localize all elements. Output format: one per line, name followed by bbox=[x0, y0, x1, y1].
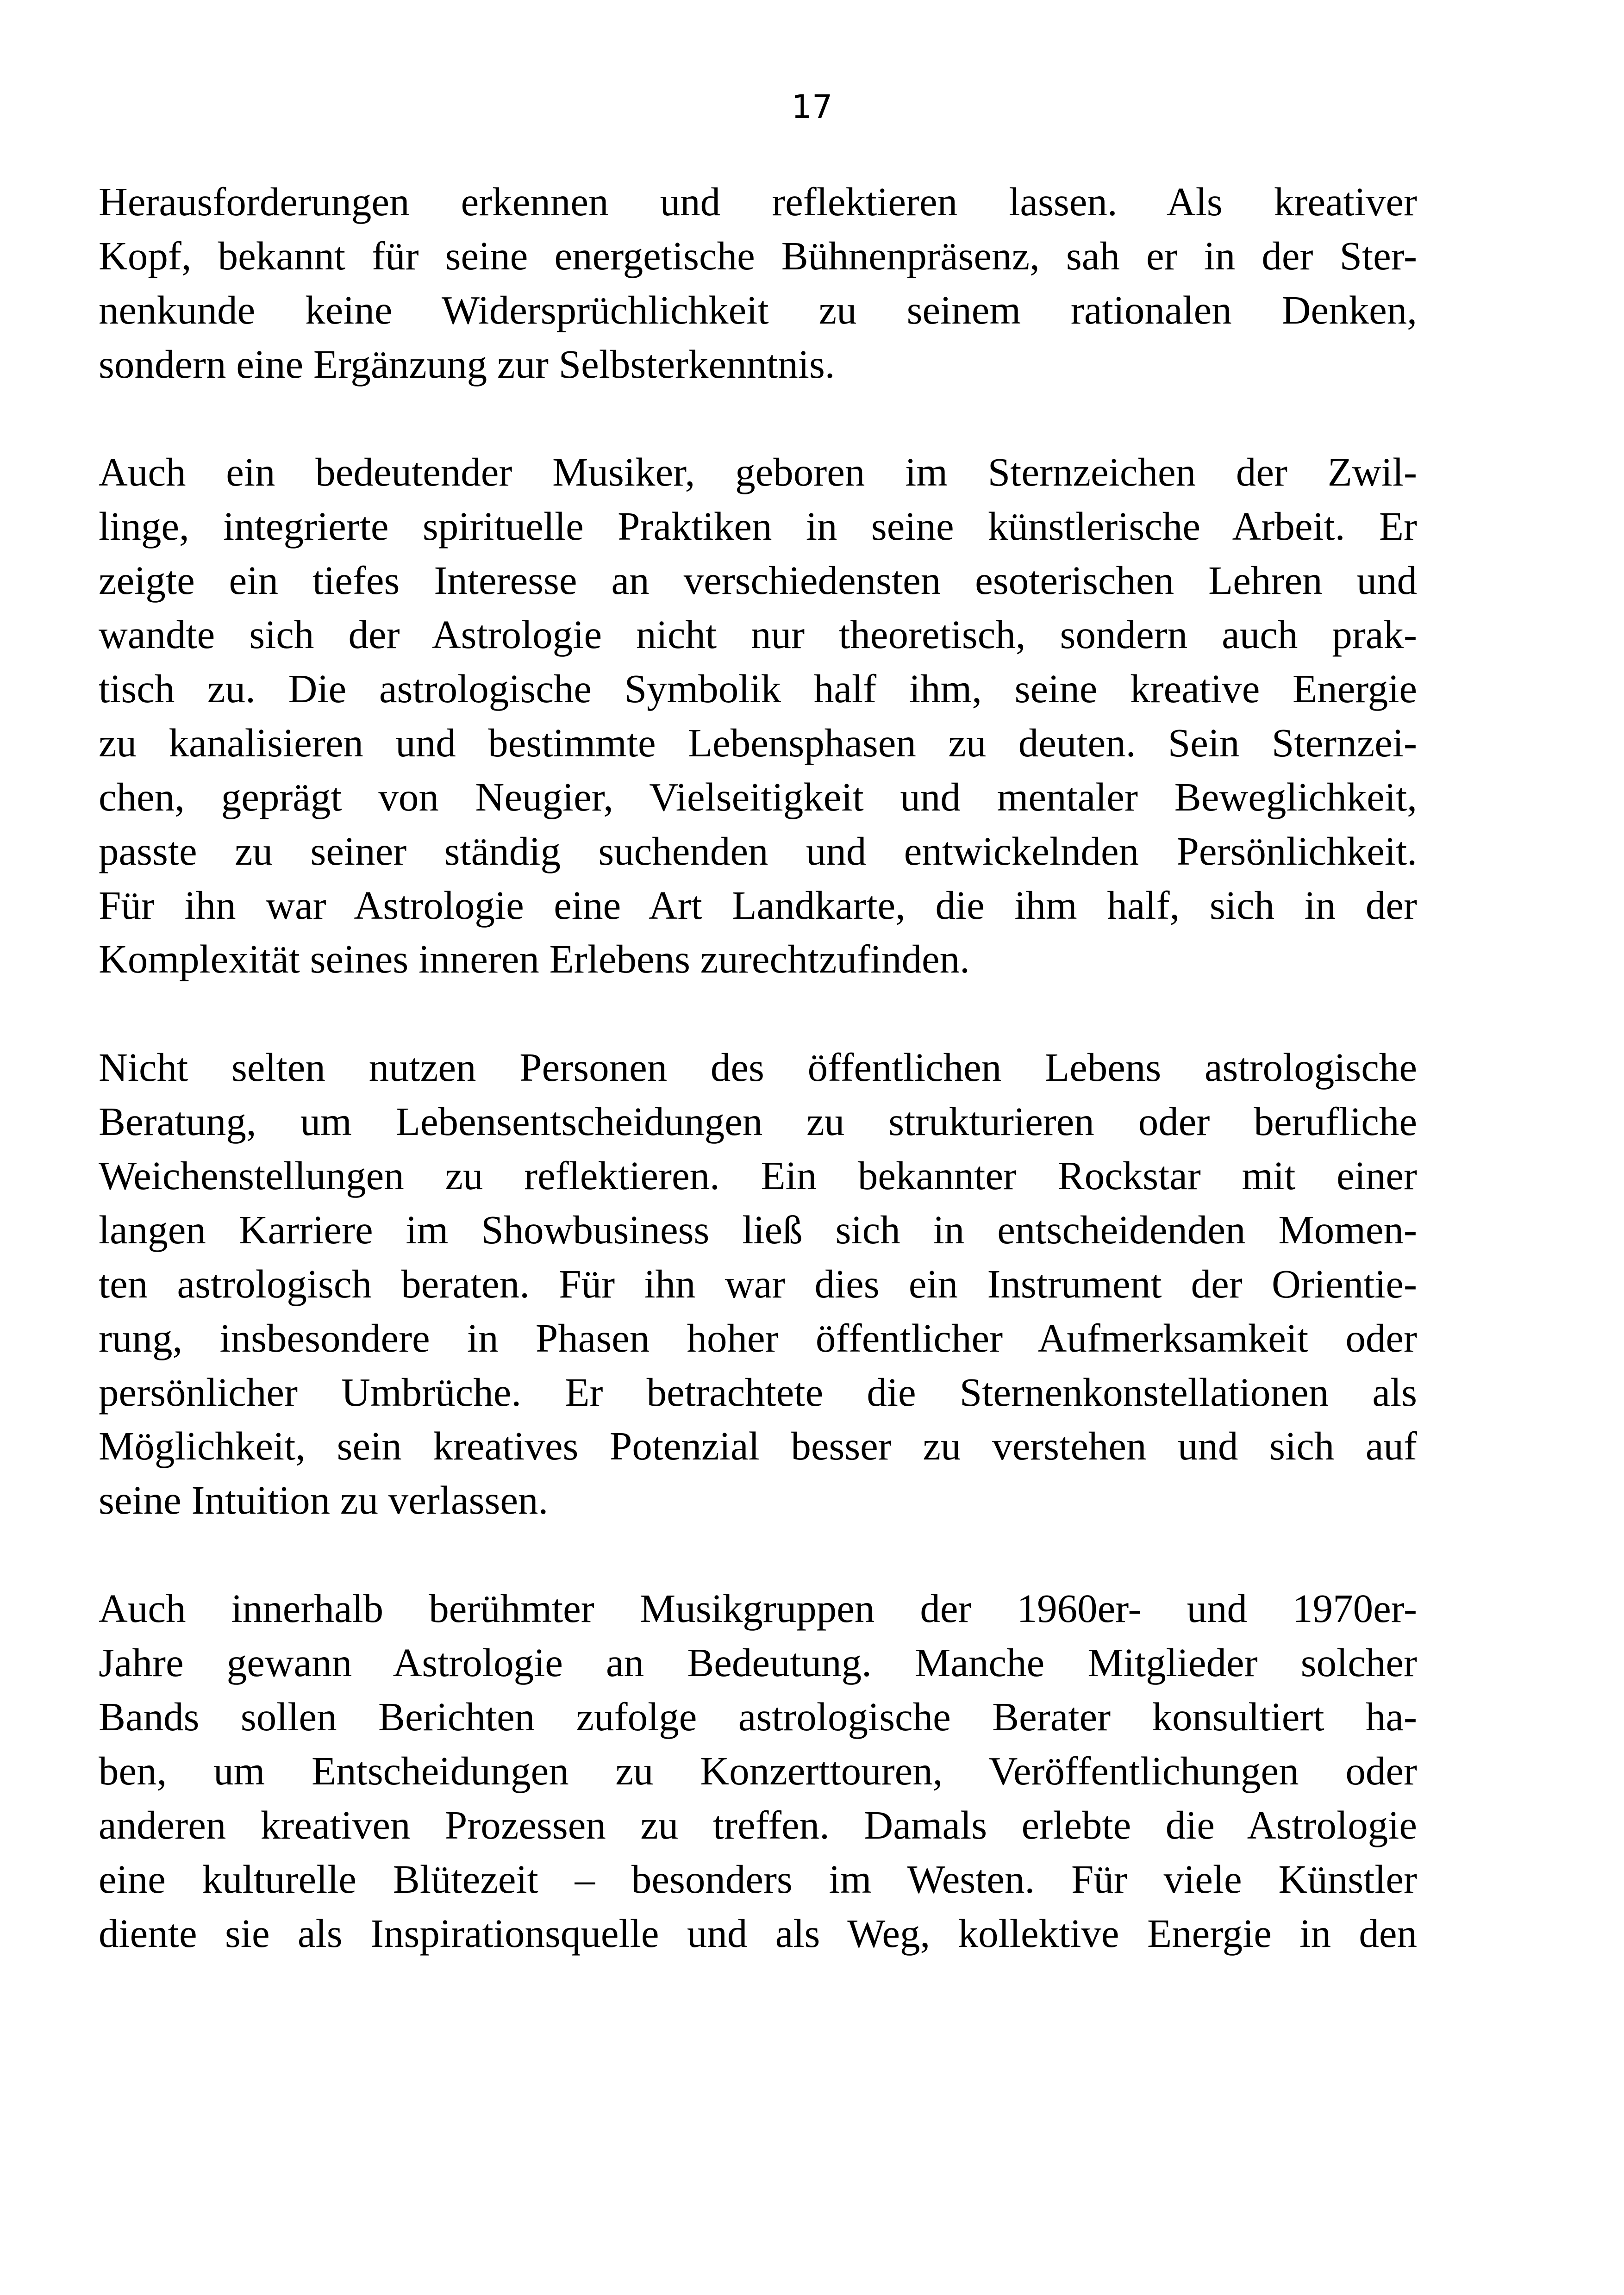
text-line: Beratung, um Lebensentscheidungen zu strukturieren oder berufliche bbox=[99, 1099, 1417, 1144]
text-line: rung, insbesondere in Phasen hoher öffentlicher Aufmerksamkeit oder bbox=[99, 1315, 1417, 1360]
text-line: Kopf, bekannt für seine energetische Bühnenpräsenz, sah er in der Ster- bbox=[99, 233, 1417, 278]
paragraph bbox=[99, 175, 1417, 392]
text-line: ten astrologisch beraten. Für ihn war dies ein Instrument der Orientie- bbox=[99, 1261, 1417, 1306]
paragraph bbox=[99, 1582, 1417, 1960]
text-line: Weichenstellungen zu reflektieren. Ein bekannter Rockstar mit einer bbox=[99, 1153, 1417, 1198]
text-line: Jahre gewann Astrologie an Bedeutung. Manche Mitglieder solcher bbox=[99, 1640, 1417, 1685]
text-line: passte zu seiner ständig suchenden und entwickelnden Persönlichkeit. bbox=[99, 828, 1417, 873]
text-line: Herausforderungen erkennen und reflektieren lassen. Als kreativer bbox=[99, 179, 1417, 224]
text-line: anderen kreativen Prozessen zu treffen. Damals erlebte die Astrologie bbox=[99, 1802, 1417, 1847]
text-line: ben, um Entscheidungen zu Konzerttouren, Veröffentlichungen oder bbox=[99, 1748, 1417, 1793]
text-line: Komplexität seines inneren Erlebens zurechtzufinden. bbox=[99, 936, 970, 982]
page-number: 17 bbox=[791, 88, 833, 126]
text-line: Möglichkeit, sein kreatives Potenzial besser zu verstehen und sich auf bbox=[99, 1423, 1417, 1469]
text-line: chen, geprägt von Neugier, Vielseitigkeit und mentaler Beweglichkeit, bbox=[99, 774, 1417, 819]
text-line: Auch innerhalb berühmter Musikgruppen der 1960er- und 1970er- bbox=[99, 1586, 1417, 1631]
text-line: Für ihn war Astrologie eine Art Landkarte, die ihm half, sich in der bbox=[99, 882, 1417, 928]
text-line: diente sie als Inspirationsquelle und als Weg, kollektive Energie in den bbox=[99, 1910, 1417, 1956]
text-line: Nicht selten nutzen Personen des öffentlichen Lebens astrologische bbox=[99, 1045, 1417, 1090]
text-line: seine Intuition zu verlassen. bbox=[99, 1478, 549, 1523]
text-line: linge, integrierte spirituelle Praktiken in seine künstlerische Arbeit. Er bbox=[99, 504, 1417, 549]
text-line: zu kanalisieren und bestimmte Lebensphasen zu deuten. Sein Sternzei- bbox=[99, 720, 1417, 765]
paragraph bbox=[99, 445, 1417, 986]
text-line: eine kulturelle Blütezeit – besonders im Westen. Für viele Künstler bbox=[99, 1856, 1417, 1902]
text-line: Bands sollen Berichten zufolge astrologische Berater konsultiert ha- bbox=[99, 1694, 1417, 1739]
text-line: zeigte ein tiefes Interesse an verschiedensten esoterischen Lehren und bbox=[99, 558, 1417, 603]
text-line: sondern eine Ergänzung zur Selbsterkenntnis. bbox=[99, 341, 835, 387]
text-line: nenkunde keine Widersprüchlichkeit zu seinem rationalen Denken, bbox=[99, 287, 1417, 332]
text-line: Auch ein bedeutender Musiker, geboren im Sternzeichen der Zwil- bbox=[99, 449, 1417, 495]
body-text bbox=[99, 175, 1417, 1960]
text-line: wandte sich der Astrologie nicht nur theoretisch, sondern auch prak- bbox=[99, 612, 1417, 657]
text-line: persönlicher Umbrüche. Er betrachtete die Sternenkonstellationen als bbox=[99, 1369, 1417, 1415]
text-line: langen Karriere im Showbusiness ließ sich in entscheidenden Momen- bbox=[99, 1207, 1417, 1252]
text-line: tisch zu. Die astrologische Symbolik half ihm, seine kreative Energie bbox=[99, 666, 1417, 711]
paragraph bbox=[99, 1041, 1417, 1528]
